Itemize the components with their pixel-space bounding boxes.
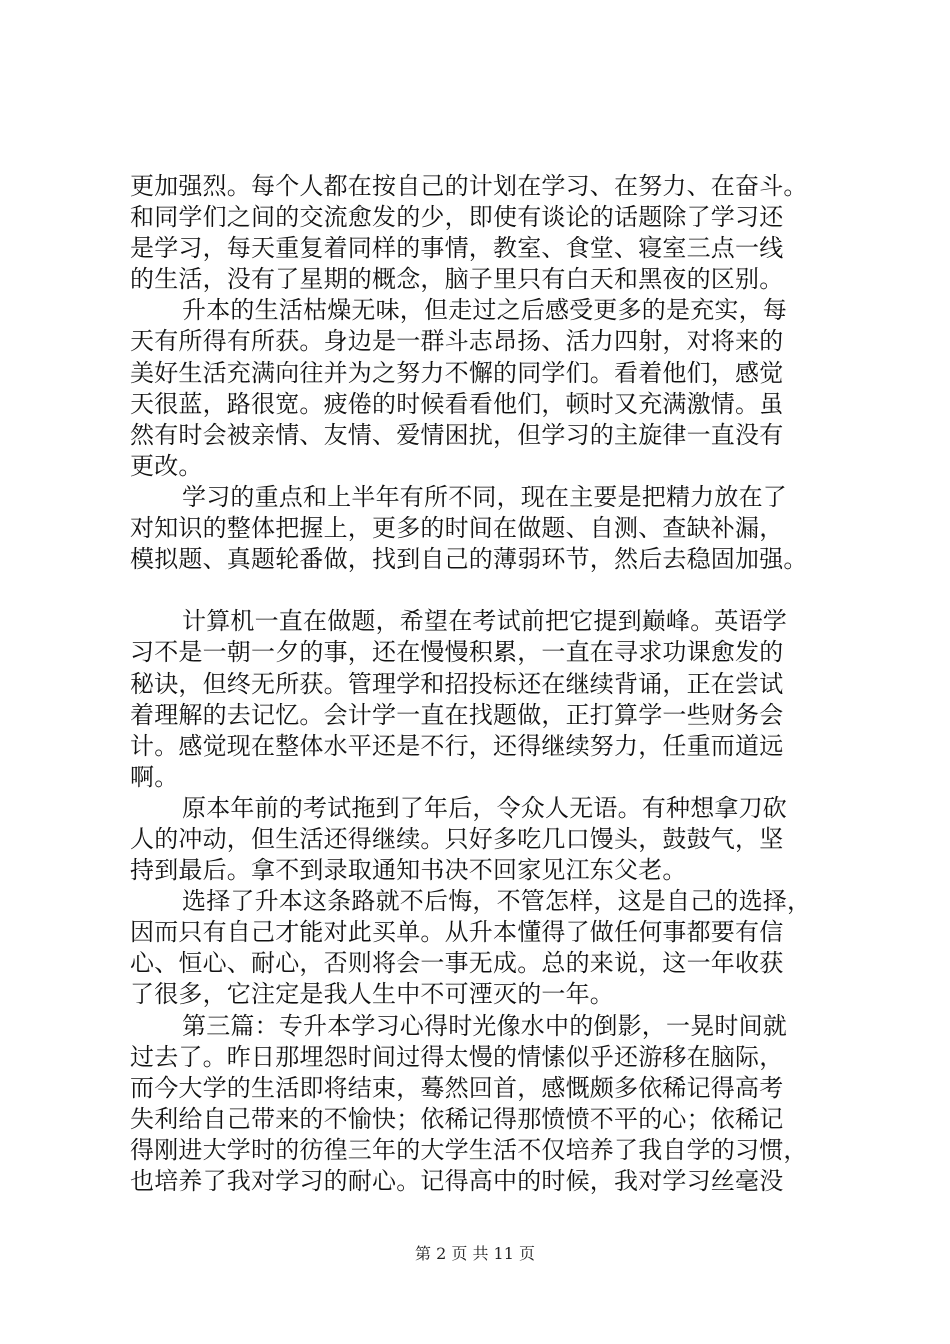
text-line: 得刚进大学时的彷徨三年的大学生活不仅培养了我自学的习惯， bbox=[130, 1135, 808, 1164]
text-line: 的生活，没有了星期的概念，脑子里只有白天和黑夜的区别。 bbox=[130, 265, 784, 294]
text-line: 模拟题、真题轮番做，找到自己的薄弱环节，然后去稳固加强。 bbox=[130, 545, 808, 574]
text-line: 啊。 bbox=[130, 762, 179, 791]
blank-line bbox=[130, 575, 825, 606]
text-line: 是学习，每天重复着同样的事情，教室、食堂、寝室三点一线 bbox=[130, 234, 784, 263]
document-body bbox=[130, 171, 825, 1197]
page-number-footer: 第 2 页 共 11 页 bbox=[415, 1244, 535, 1263]
paragraph-start-line: 学习的重点和上半年有所不同，现在主要是把精力放在了 bbox=[182, 482, 787, 511]
text-line: 失利给自己带来的不愉快；依稀记得那愤愤不平的心；依稀记 bbox=[130, 1104, 784, 1133]
paragraph-start-line: 升本的生活枯燥无味，但走过之后感受更多的是充实，每 bbox=[182, 296, 787, 325]
text-line: 着理解的去记忆。会计学一直在找题做，正打算学一些财务会 bbox=[130, 700, 784, 729]
text-line: 然有时会被亲情、友情、爱情困扰，但学习的主旋律一直没有 bbox=[130, 420, 784, 449]
text-line: 人的冲动，但生活还得继续。只好多吃几口馒头，鼓鼓气，坚 bbox=[130, 824, 784, 853]
paragraph-start-line: 选择了升本这条路就不后悔，不管怎样，这是自己的选择， bbox=[182, 887, 812, 916]
paragraph-start-line: 原本年前的考试拖到了年后，令众人无语。有种想拿刀砍 bbox=[182, 793, 787, 822]
paragraph-start-line: 计算机一直在做题，希望在考试前把它提到巅峰。英语学 bbox=[182, 607, 787, 636]
text-line: 而今大学的生活即将结束，蓦然回首，感慨颇多依稀记得高考 bbox=[130, 1073, 784, 1102]
text-line: 过去了。昨日那埋怨时间过得太慢的情愫似乎还游移在脑际， bbox=[130, 1042, 784, 1071]
text-line: 心、恒心、耐心，否则将会一事无成。总的来说，这一年收获 bbox=[130, 949, 784, 978]
text-line: 对知识的整体把握上，更多的时间在做题、自测、查缺补漏， bbox=[130, 514, 784, 543]
text-line: 持到最后。拿不到录取通知书决不回家见江东父老。 bbox=[130, 856, 687, 885]
text-line: 和同学们之间的交流愈发的少，即使有谈论的话题除了学习还 bbox=[130, 203, 784, 232]
text-line: 天有所得有所获。身边是一群斗志昂扬、活力四射，对将来的 bbox=[130, 327, 784, 356]
text-line: 也培养了我对学习的耐心。记得高中的时候，我对学习丝毫没 bbox=[130, 1167, 784, 1195]
text-line: 了很多，它注定是我人生中不可湮灭的一年。 bbox=[130, 980, 614, 1009]
text-line: 计。感觉现在整体水平还是不行，还得继续努力，任重而道远 bbox=[130, 731, 784, 760]
text-line: 更改。 bbox=[130, 451, 203, 480]
paragraph-start-line: 第三篇：专升本学习心得时光像水中的倒影，一晃时间就 bbox=[182, 1011, 787, 1040]
text-line: 因而只有自己才能对此买单。从升本懂得了做任何事都要有信 bbox=[130, 918, 784, 947]
text-line: 美好生活充满向往并为之努力不懈的同学们。看着他们，感觉 bbox=[130, 358, 784, 387]
text-line: 习不是一朝一夕的事，还在慢慢积累，一直在寻求功课愈发的 bbox=[130, 638, 784, 667]
text-line: 天很蓝，路很宽。疲倦的时候看看他们，顿时又充满激情。虽 bbox=[130, 389, 784, 418]
text-line: 更加强烈。每个人都在按自己的计划在学习、在努力、在奋斗。 bbox=[130, 172, 808, 200]
text-line: 秘诀，但终无所获。管理学和招投标还在继续背诵，正在尝试 bbox=[130, 669, 784, 698]
